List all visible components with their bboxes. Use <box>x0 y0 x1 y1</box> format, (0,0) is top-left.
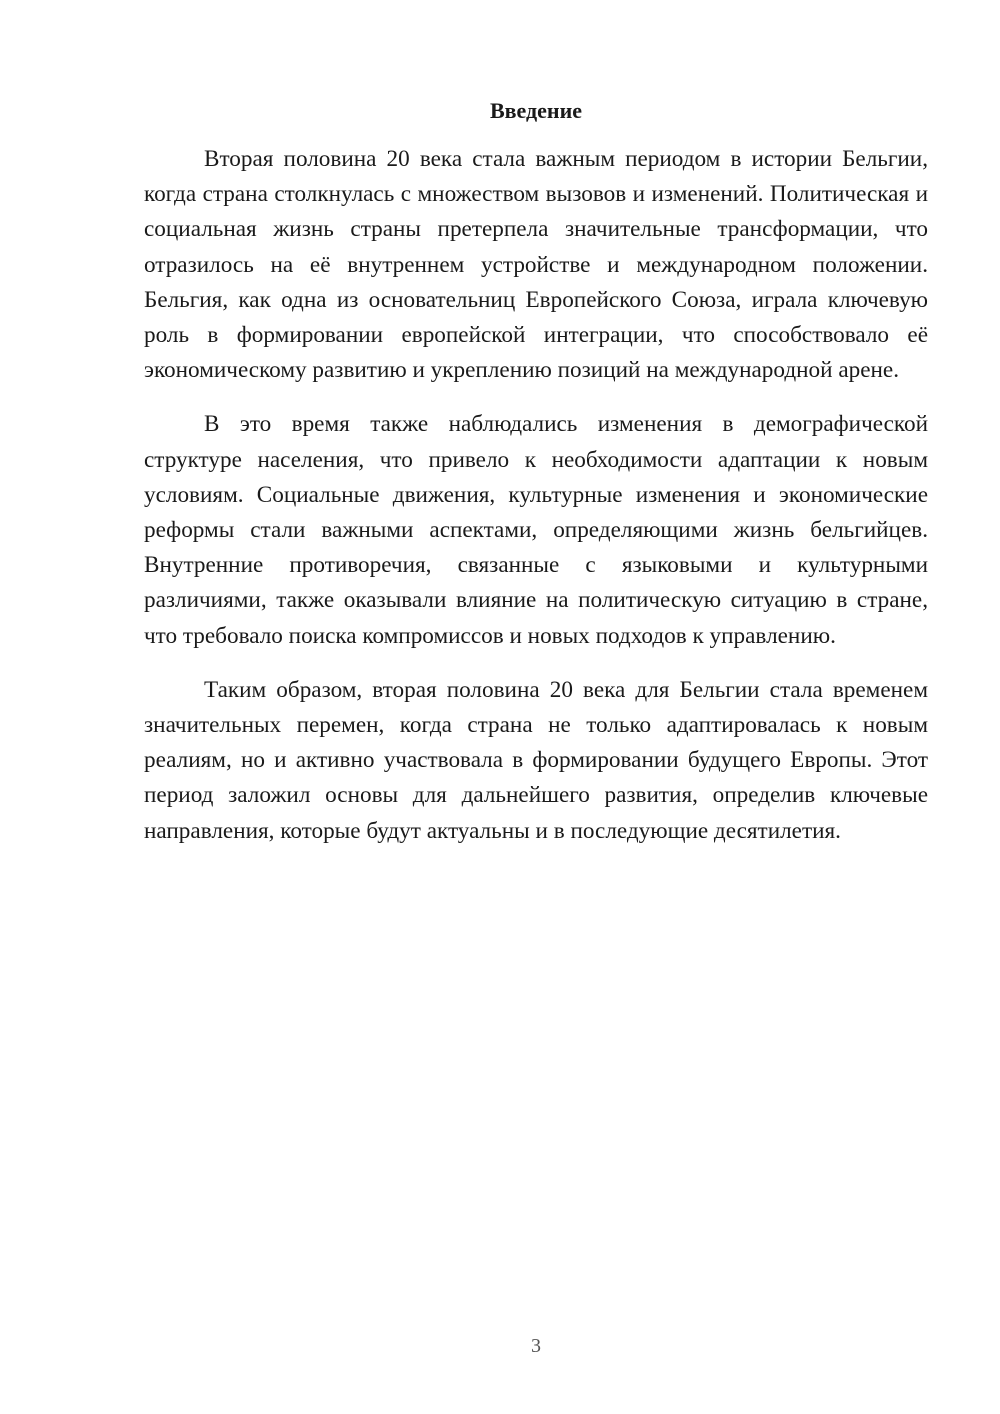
page-content <box>144 96 928 849</box>
section-title: Введение <box>489 98 583 123</box>
page-number: 3 <box>531 1335 541 1357</box>
paragraph-2: В это время также наблюдались изменения в демографической структуре населения, что привело к необходимости адаптации к новым условиям. Социальные движения, культурные изменения и экономические реформы стали важными аспектами, определяющими жизнь бельгийцев. Внутренние противоречия, связанные с языковыми и культурными различиями, также оказывали влияние на политическую ситуацию в стране, что требовало поиска компромиссов и новых подходов к управлению. <box>144 411 928 649</box>
paragraph-1: Вторая половина 20 века стала важным периодом в истории Бельгии, когда страна столкнулась с множеством вызовов и изменений. Политическая и социальная жизнь страны претерпела значительные трансформации, что отразилось на её внутреннем устройстве и международном положении. Бельгия, как одна из основательниц Европейского Союза, играла ключевую роль в формировании европейской интеграции, что способствовало её экономическому развитию и укреплению позиций на международной арене. <box>144 146 928 384</box>
paragraph-3: Таким образом, вторая половина 20 века для Бельгии стала временем значительных перемен, когда страна не только адаптировалась к новым реалиям, но и активно участвовала в формировании будущего Европы. Этот период заложил основы для дальнейшего развития, определив ключевые направления, которые будут актуальны и в последующие десятилетия. <box>144 676 928 844</box>
